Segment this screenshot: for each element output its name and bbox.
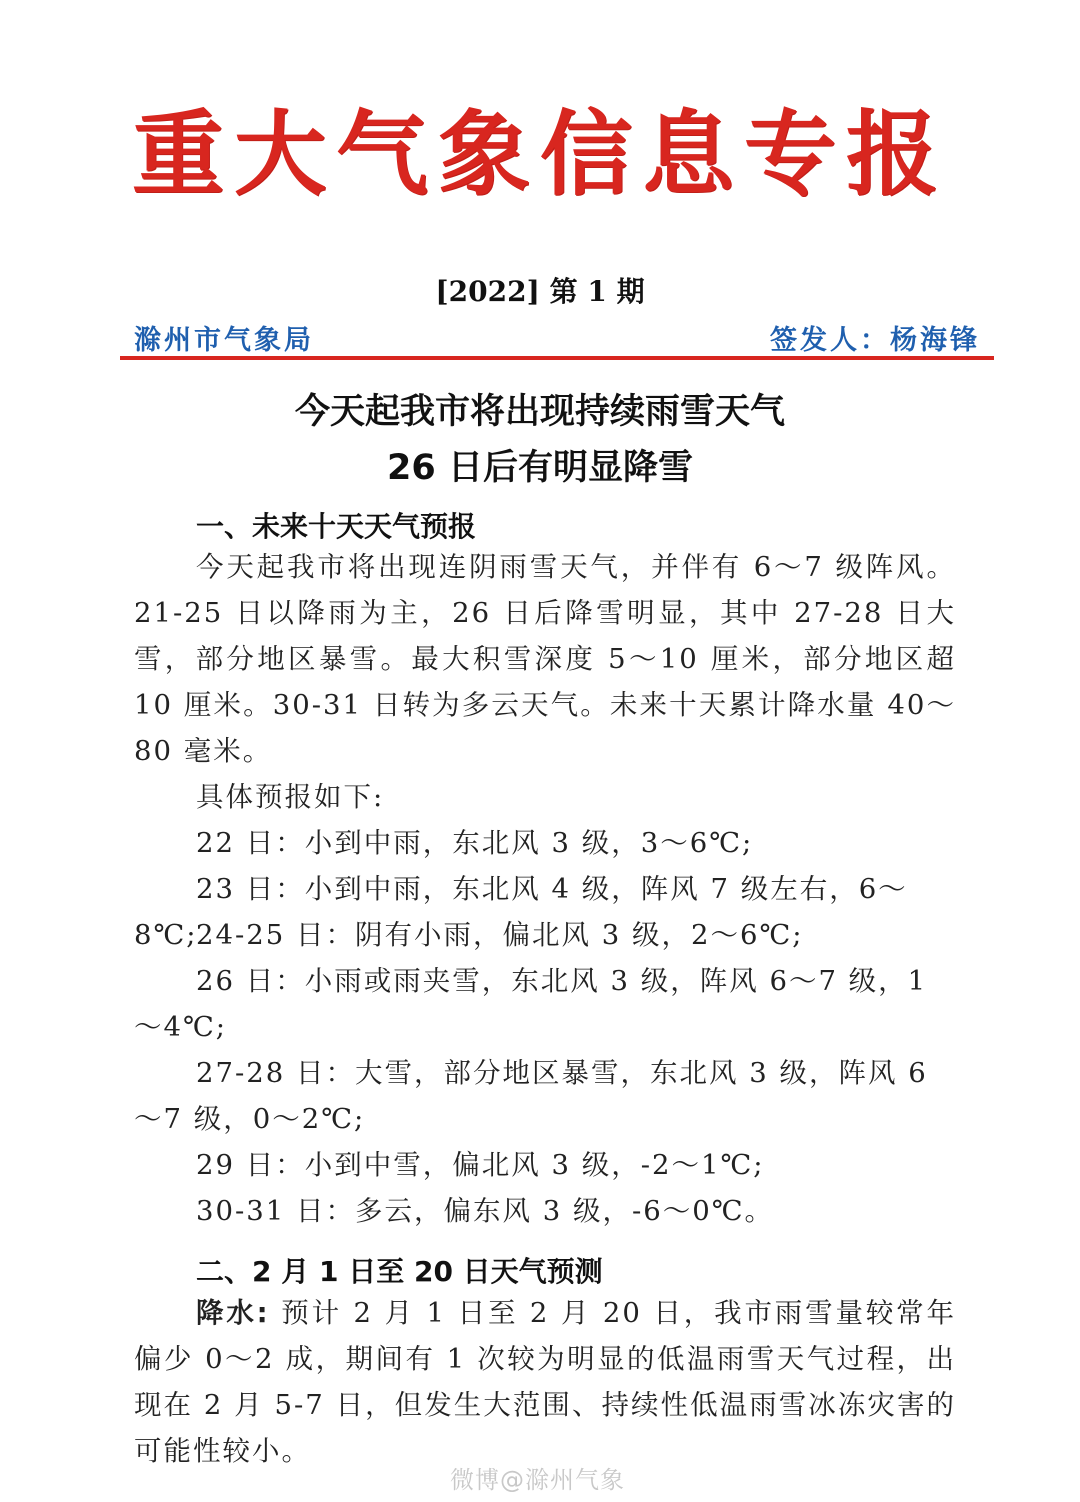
precipitation-label: 降水: [196, 1297, 270, 1329]
forecast-paragraph: 今天起我市将出现连阴雨雪天气，并伴有 6～7 级阵风。21-25 日以降雨为主，26 日后降雪明显，其中 27-28 日大雪，部分地区暴雪。最大积雪深度 5～10 厘米，部分地区超 10 厘米。30-31 日转为多云天气。未来十天累计降水量 40～80 毫米。 [134, 551, 956, 767]
forecast-item: 29 日：小到中雪，偏北风 3 级，-2～1℃; [196, 1149, 765, 1181]
forecast-item: 22 日：小到中雨，东北风 3 级，3～6℃; [196, 827, 754, 859]
forecast-item: 23 日：小到中雨，东北风 4 级，阵风 7 级左右，6～8℃; [134, 873, 908, 951]
forecast-item: 26 日：小雨或雨夹雪，东北风 3 级，阵风 6～7 级，1～4℃; [134, 965, 928, 1043]
section-heading-outlook: 二、2 月 1 日至 20 日天气预测 [196, 1255, 603, 1288]
headline-line-2: 26 日后有明显降雪 [387, 448, 693, 488]
section-heading-forecast: 一、未来十天天气预报 [196, 510, 477, 543]
masthead-title: 重大气象信息专报 [131, 100, 948, 208]
issue-number: [2022] 第 1 期 [435, 275, 645, 308]
headline-line-1: 今天起我市将出现持续雨雪天气 [294, 392, 785, 432]
outlook-text: 预计 2 月 1 日至 2 月 20 日，我市雨雪量较常年偏少 0～2 成，期间有 1 次较为明显的低温雨雪天气过程，出现在 2 月 5-7 日，但发生大范围、持续性低温雨雪冰冻灾害的可能性较小。 [134, 1297, 957, 1467]
header-divider [120, 356, 994, 360]
forecast-item: 24-25 日：阴有小雨，偏北风 3 级，2～6℃; [196, 919, 804, 951]
forecast-item: 27-28 日：大雪，部分地区暴雪，东北风 3 级，阵风 6～7 级，0～2℃; [134, 1057, 928, 1135]
issuer: 滁州市气象局 [134, 325, 314, 356]
watermark: 微博@滁州气象 [450, 1466, 625, 1494]
detail-intro: 具体预报如下: [196, 781, 385, 813]
signer: 签发人：杨海锋 [770, 325, 980, 356]
forecast-item: 30-31 日：多云，偏东风 3 级，-6～0℃。 [196, 1195, 775, 1227]
outlook-paragraph [134, 1290, 956, 1474]
